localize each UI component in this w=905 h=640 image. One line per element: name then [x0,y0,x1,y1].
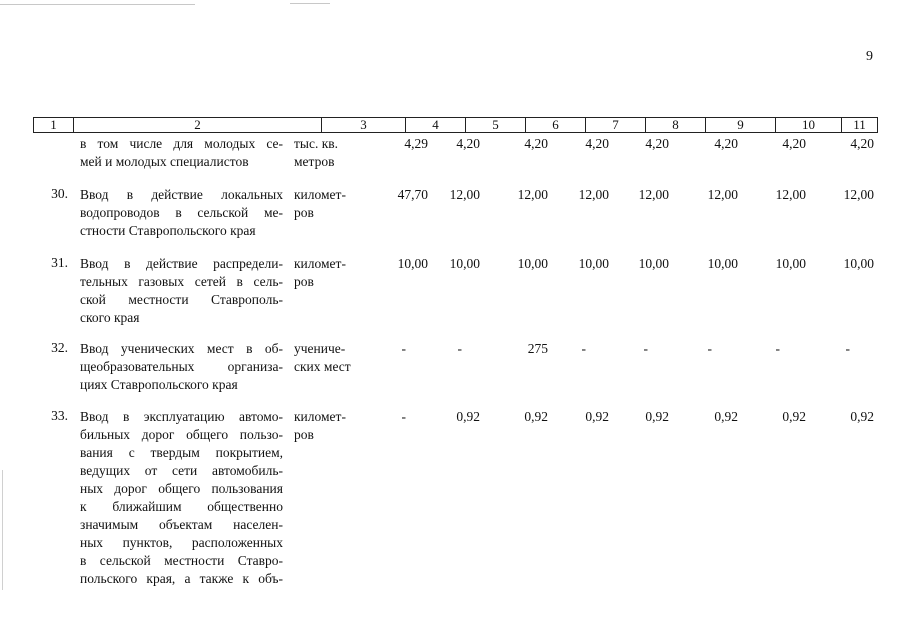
value-col-10: 12,00 [775,187,806,202]
value-col-6: 4,20 [524,136,548,151]
name-line: мей и молодых специалистов [80,154,249,169]
row-indicator-name [80,340,283,394]
header-cell-col-7: 7 [586,118,646,132]
value-col-5: 0,92 [456,409,480,424]
value-col-11: - [845,341,850,356]
value-col-4: 47,70 [397,187,428,202]
unit-line: ров [294,274,314,289]
value-col-7: - [581,341,586,356]
unit-line: тыс. кв. [294,136,339,151]
scan-artifact-line [0,4,195,5]
header-cell-col-3: 3 [322,118,406,132]
value-col-6: 12,00 [517,187,548,202]
value-col-11: 10,00 [843,256,874,271]
name-line: щеобразовательных организа- [80,359,283,374]
unit-line: метров [294,154,335,169]
header-cell-col-6: 6 [526,118,586,132]
name-line: стности Ставропольского края [80,223,256,238]
value-col-4: 10,00 [397,256,428,271]
page-number: 9 [866,49,873,64]
name-line: Ввод в действие локальных [80,187,283,202]
header-cell-col-2: 2 [74,118,322,132]
header-cell-col-8: 8 [646,118,706,132]
value-col-10: 0,92 [782,409,806,424]
header-cell-col-11: 11 [853,117,866,132]
name-line: тельных газовых сетей в сель- [80,274,283,289]
row-indicator-name [80,408,283,588]
value-col-8: 10,00 [638,256,669,271]
value-col-8: 0,92 [645,409,669,424]
value-col-4: - [401,409,406,424]
unit-line: ров [294,427,314,442]
row-number: 33. [51,408,68,423]
row-number: 32. [51,340,68,355]
row-unit [294,340,370,376]
value-col-11: 4,20 [850,136,874,151]
name-line: водопроводов в сельской ме- [80,205,283,220]
value-col-7: 0,92 [585,409,609,424]
value-col-8: - [643,341,648,356]
name-line: циях Ставропольского края [80,377,238,392]
value-col-8: 12,00 [638,187,669,202]
value-col-10: 4,20 [782,136,806,151]
name-line: Ввод ученических мест в об- [80,341,283,356]
value-col-5: 10,00 [449,256,480,271]
name-line: к ближайшим общественно [80,499,283,514]
name-line: ского края [80,310,140,325]
name-line: ской местности Ставрополь- [80,292,283,307]
value-col-6: 275 [527,341,548,356]
value-col-4: 4,29 [404,136,428,151]
name-line: вания с твердым покрытием, [80,445,283,460]
value-col-6: 10,00 [517,256,548,271]
name-line: ных пунктов, расположенных [80,535,283,550]
header-cell-col-4: 4 [406,118,466,132]
value-col-9: 12,00 [707,187,738,202]
value-col-8: 4,20 [645,136,669,151]
value-col-5: - [457,341,462,356]
value-col-4: - [401,341,406,356]
value-col-9: - [707,341,712,356]
value-col-9: 0,92 [714,409,738,424]
value-col-6: 0,92 [524,409,548,424]
name-line: в том числе для молодых се- [80,136,283,151]
unit-line: ских мест [294,359,351,374]
row-unit [294,255,370,291]
name-line: ведущих от сети автомобиль- [80,463,283,478]
row-number: 31. [51,255,68,270]
name-line: ных дорог общего пользования [80,481,283,496]
name-line: Ввод в эксплуатацию автомо- [80,409,283,424]
unit-line: километ- [294,256,346,271]
row-unit [294,408,370,444]
unit-line: километ- [294,187,346,202]
unit-line: учениче- [294,341,346,356]
row-indicator-name [80,186,283,240]
scan-artifact-line [290,3,330,4]
value-col-7: 4,20 [585,136,609,151]
name-line: Ввод в действие распредели- [80,256,283,271]
row-unit [294,186,370,222]
value-col-10: 10,00 [775,256,806,271]
name-line: в сельской местности Ставро- [80,553,283,568]
table-header-row [33,117,878,133]
value-col-7: 10,00 [578,256,609,271]
header-cell-col-1: 1 [34,118,74,132]
scan-artifact-mark [2,470,3,590]
row-number: 30. [51,186,68,201]
value-col-10: - [775,341,780,356]
name-line: бильных дорог общего пользо- [80,427,283,442]
header-cell-col-10: 10 [776,118,842,132]
name-line: значимым объектам населен- [80,517,283,532]
value-col-11: 12,00 [843,187,874,202]
unit-line: километ- [294,409,346,424]
row-unit [294,135,370,171]
value-col-5: 12,00 [449,187,480,202]
unit-line: ров [294,205,314,220]
value-col-9: 4,20 [714,136,738,151]
header-cell-col-9: 9 [706,118,776,132]
row-indicator-name [80,255,283,327]
value-col-5: 4,20 [456,136,480,151]
value-col-7: 12,00 [578,187,609,202]
header-cell-col-5: 5 [466,118,526,132]
value-col-9: 10,00 [707,256,738,271]
name-line: польского края, а также к объ- [80,571,283,586]
row-indicator-name [80,135,283,171]
value-col-11: 0,92 [850,409,874,424]
